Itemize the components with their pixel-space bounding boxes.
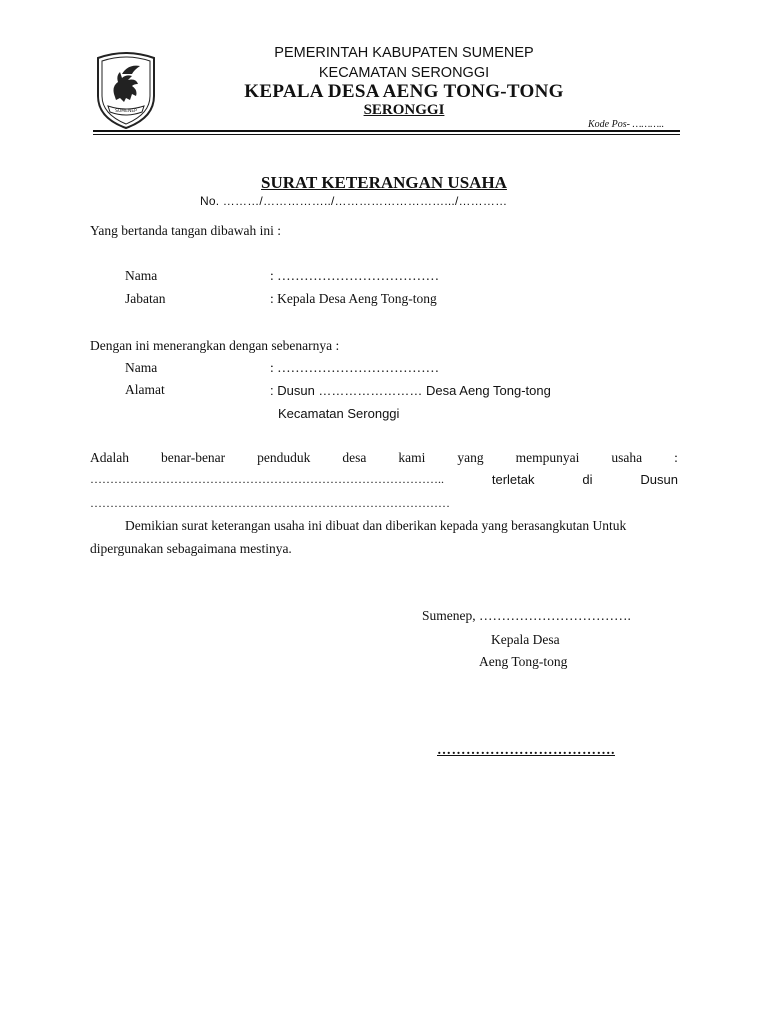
header-divider-thin xyxy=(93,134,680,135)
subject-name-label: Nama xyxy=(125,360,158,375)
document-title: SURAT KETERANGAN USAHA xyxy=(261,173,507,192)
body-word: mempunyai xyxy=(515,450,580,465)
body-word: yang xyxy=(457,450,484,465)
header-government: PEMERINTAH KABUPATEN SUMENEP xyxy=(274,45,534,61)
signature-place-date: Sumenep, ……………………………. xyxy=(422,608,631,623)
body-line-1 xyxy=(90,450,678,466)
header-district: KECAMATAN SERONGGI xyxy=(318,65,490,81)
signature-name-line: ………………………………. xyxy=(437,743,615,758)
subject-address-label: Alamat xyxy=(125,382,165,397)
signature-village: Aeng Tong-tong xyxy=(479,654,568,669)
header-location: SERONGGI xyxy=(363,102,445,118)
statement-text: Dengan ini menerangkan dengan sebenarnya : xyxy=(90,338,340,353)
signer-position-label: Jabatan xyxy=(125,291,166,306)
signature-role: Kepala Desa xyxy=(491,632,560,647)
body-word: penduduk xyxy=(257,450,311,465)
postal-code: Kode Pos- ……….. xyxy=(588,119,665,130)
body-word: kami xyxy=(398,450,426,465)
body-line-2 xyxy=(90,472,678,487)
header-office: KEPALA DESA AENG TONG-TONG xyxy=(244,81,564,102)
subject-address-line2: Kecamatan Seronggi xyxy=(278,406,400,421)
subject-address-value: : Dusun …………………… Desa Aeng Tong-tong xyxy=(270,383,551,398)
body-word: usaha xyxy=(611,450,643,465)
body-word: desa xyxy=(342,450,367,465)
document-number: No. ………/……………../……………………….../………… xyxy=(200,194,508,208)
signer-name-label: Nama xyxy=(125,268,158,283)
business-blank: …………………………………………………………………………….. xyxy=(90,472,444,486)
body-word: benar-benar xyxy=(160,450,226,465)
body-word: Adalah xyxy=(90,450,129,465)
closing-line-2: dipergunakan sebagaimana mestinya. xyxy=(90,541,292,556)
body-word: Dusun xyxy=(640,472,678,487)
body-word: : xyxy=(674,450,678,465)
header-divider-thick xyxy=(93,130,680,132)
body-word: di xyxy=(582,472,593,487)
crest-ribbon-text: SUMENEP xyxy=(115,109,137,114)
subject-name-value: : ……………………………… xyxy=(270,360,440,375)
signer-position-value: : Kepala Desa Aeng Tong-tong xyxy=(270,291,437,306)
signer-name-value: : ……………………………… xyxy=(270,268,440,283)
hamlet-blank: ……………………………………………………………………………… xyxy=(90,496,450,510)
body-word: terletak xyxy=(491,472,535,487)
closing-line-1: Demikian surat keterangan usaha ini dibuat dan diberikan kepada yang berasangkutan Untuk xyxy=(125,518,627,533)
intro-text: Yang bertanda tangan dibawah ini : xyxy=(90,223,281,238)
